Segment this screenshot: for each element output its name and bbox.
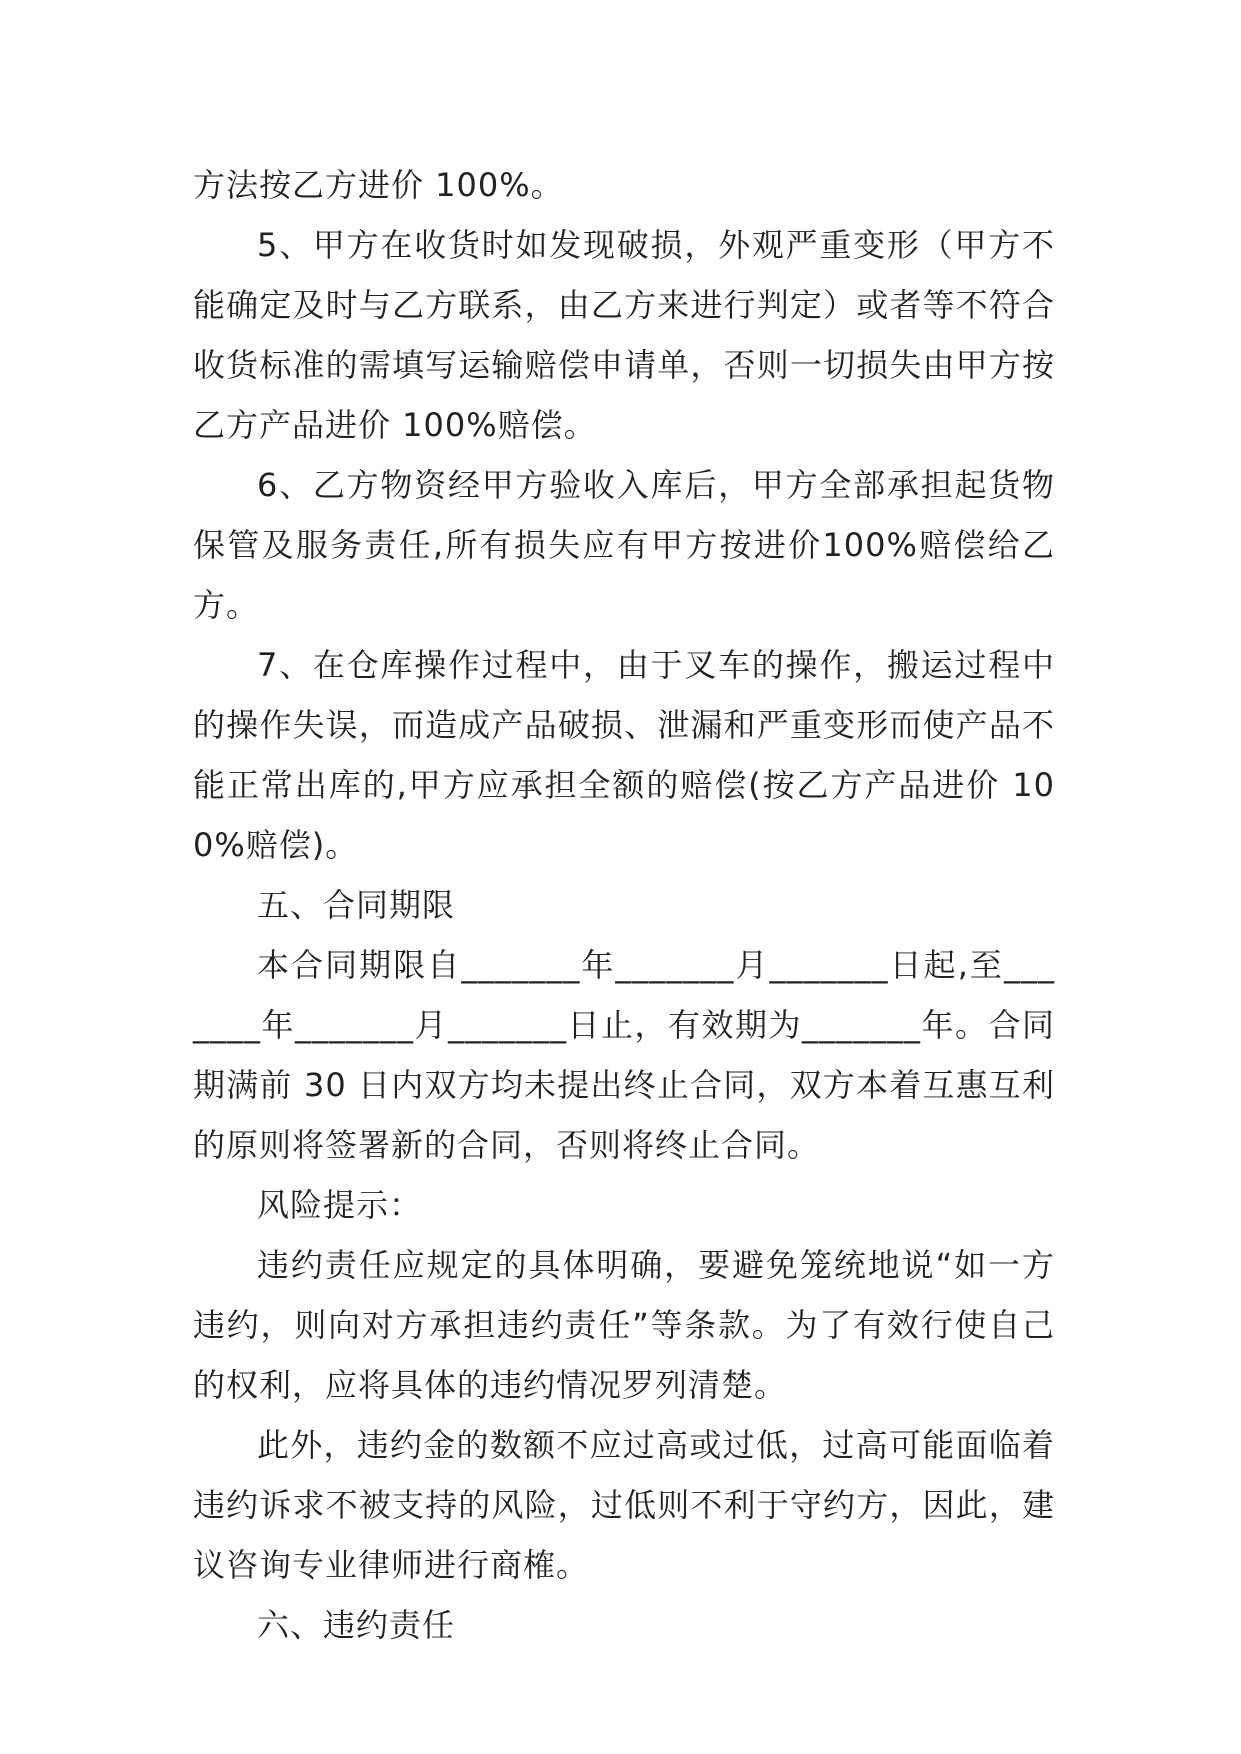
paragraph-risk-notice-2: 此外，违约金的数额不应过高或过低，过高可能面临着违约诉求不被支持的风险，过低则不利于守约方，因此，建议咨询专业律师进行商榷。 [193,1426,1055,1584]
paragraph-clause-6: 6、乙方物资经甲方验收入库后，甲方全部承担起货物保管及服务责任,所有损失应有甲方按进价100%赔偿给乙方。 [193,466,1055,624]
risk-notice-heading: 风险提示： [257,1186,423,1224]
section-heading-breach-liability: 六、违约责任 [257,1606,456,1644]
paragraph-contract-term: 本合同期限自_______年_______月_______日起,至_______年_______月_______日止，有效期为_______年。合同期满前 30 日内双方均未提出终止合同，双方本着互惠互利的原则将签署新的合同，否则将终止合同。 [193,946,1055,1164]
paragraph-clause-7: 7、在仓库操作过程中，由于叉车的操作，搬运过程中的操作失误，而造成产品破损、泄漏和严重变形而使产品不能正常出库的,甲方应承担全额的赔偿(按乙方产品进价 100%赔偿)。 [193,646,1055,864]
document-body [193,155,1055,1655]
paragraph-risk-notice-1: 违约责任应规定的具体明确，要避免笼统地说“如一方违约，则向对方承担违约责任”等条款。为了有效行使自己的权利，应将具体的违约情况罗列清楚。 [193,1246,1055,1404]
paragraph-clause-5: 5、甲方在收货时如发现破损，外观严重变形（甲方不能确定及时与乙方联系，由乙方来进行判定）或者等不符合收货标准的需填写运输赔偿申请单，否则一切损失由甲方按乙方产品进价 100%赔偿。 [193,226,1055,444]
section-heading-contract-term: 五、合同期限 [257,886,456,924]
paragraph-price-method: 方法按乙方进价 100%。 [193,166,564,204]
